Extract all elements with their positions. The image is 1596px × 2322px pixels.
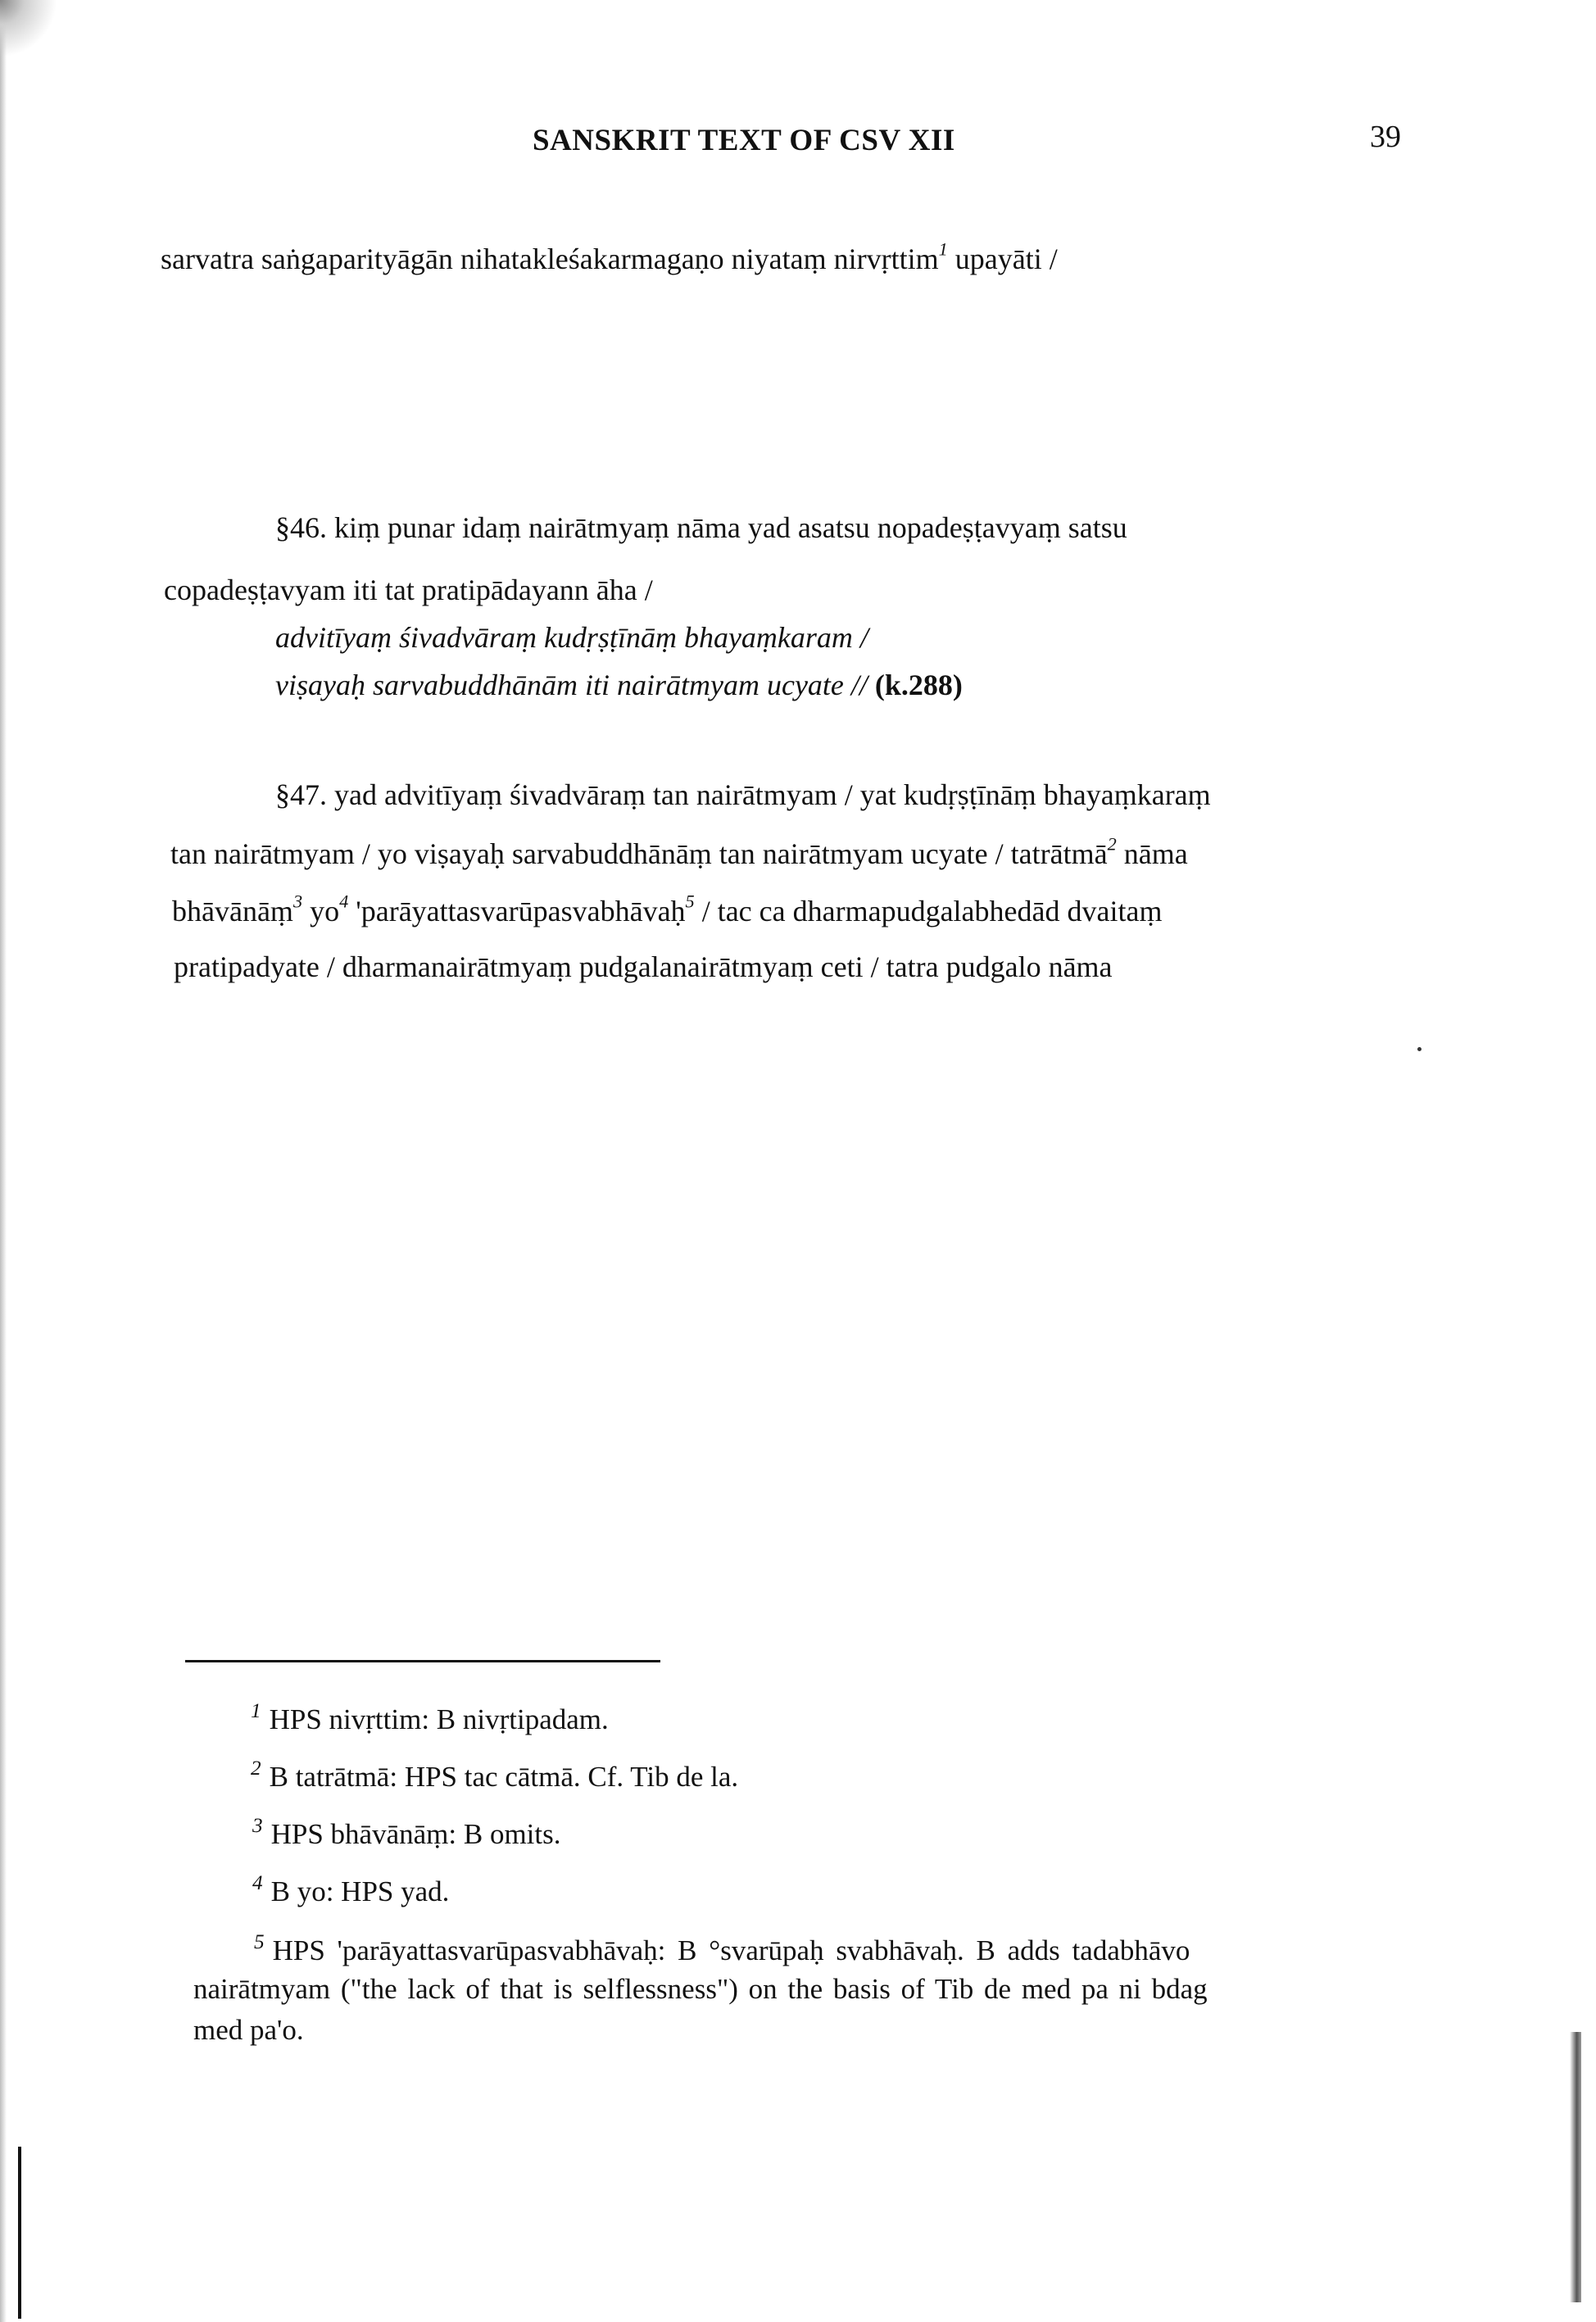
running-header: SANSKRIT TEXT OF CSV XII [533, 124, 955, 157]
section47-line1: §47. yad advitīyaṃ śivadvāraṃ tan nairātmyam / yat kudṛṣṭīnāṃ bhayaṃkaraṃ [275, 778, 1211, 811]
footnote-ref[interactable]: 1 [938, 238, 948, 260]
footnote-3 [252, 1816, 561, 1848]
scan-speck [1417, 1047, 1421, 1051]
footnote-ref[interactable]: 2 [1107, 833, 1117, 855]
scan-shadow-right [1570, 2032, 1581, 2302]
footnote-2 [251, 1758, 738, 1791]
section47-line3-text: 'parāyattasvarūpasvabhāvaḥ [348, 895, 686, 927]
footnote-ref[interactable]: 4 [339, 891, 349, 912]
footnote-1 [251, 1701, 609, 1734]
section46-line1: §46. kiṃ punar idaṃ nairātmyaṃ nāma yad asatsu nopadeṣṭavyaṃ satsu [275, 511, 1127, 544]
footnote-5 [254, 1932, 1190, 1965]
footnote-text: B yo: HPS yad. [270, 1875, 450, 1907]
footnote-text: HPS bhāvānāṃ: B omits. [270, 1817, 561, 1850]
footnote-mark: 5 [254, 1931, 265, 1953]
section47-line2-end: nāma [1116, 837, 1188, 870]
footnote-mark: 3 [252, 1815, 263, 1837]
karika-reference: (k.288) [874, 669, 963, 701]
verse-quote-line2 [275, 670, 963, 700]
footnote-mark: 1 [251, 1700, 261, 1722]
footnote-ref[interactable]: 5 [685, 891, 695, 912]
footnote-rule [185, 1660, 660, 1662]
section47-line3-text: bhāvānāṃ [172, 895, 293, 927]
footnote-5-line2: nairātmyam ("the lack of that is selflessness") on the basis of Tib de med pa ni bdag [193, 1973, 1208, 2005]
section47-line3-text: / tac ca dharmapudgalabhedād dvaitaṃ [694, 895, 1163, 927]
footnote-mark: 4 [252, 1872, 263, 1894]
verse-line [161, 238, 1058, 275]
footnote-5-line3: med pa'o. [193, 2014, 304, 2046]
section47-line3-text: yo [302, 895, 340, 927]
footnote-text: B tatrātmā: HPS tac cātmā. Cf. Tib de la. [269, 1760, 739, 1793]
section47-line2 [170, 833, 1188, 870]
section47-line4: pratipadyate / dharmanairātmyaṃ pudgalanairātmyaṃ ceti / tatra pudgalo nāma [174, 950, 1113, 983]
verse-quote-text: viṣayaḥ sarvabuddhānām iti nairātmyam ucyate // [275, 669, 868, 701]
section46-line2: copadeṣṭavyam iti tat pratipādayann āha / [164, 574, 653, 606]
section47-line2-text: tan nairātmyam / yo viṣayaḥ sarvabuddhānāṃ tan nairātmyam ucyate / tatrātmā [170, 837, 1108, 870]
footnote-text: HPS nivṛttim: B nivṛtipadam. [269, 1703, 609, 1735]
footnote-ref[interactable]: 3 [292, 891, 303, 912]
footnote-text: HPS 'parāyattasvarūpasvabhāvaḥ: B °svarūpaḥ svabhāvaḥ. B adds tadabhāvo [272, 1934, 1190, 1966]
footnote-mark: 2 [251, 1757, 261, 1780]
footnote-4 [252, 1873, 449, 1906]
page-number: 39 [1370, 120, 1401, 154]
verse-line-end: upayāti / [947, 243, 1058, 275]
verse-quote-line1: advitīyaṃ śivadvāraṃ kudṛṣṭīnāṃ bhayaṃkaram / [275, 621, 868, 654]
scan-shadow-left [0, 0, 7, 2322]
binding-mark [18, 2147, 21, 2319]
verse-line-text: sarvatra saṅgaparityāgān nihatakleśakarmagaṇo niyataṃ nirvṛttim [161, 243, 939, 275]
section47-line3 [172, 891, 1163, 927]
scan-corner-shadow [0, 0, 57, 57]
